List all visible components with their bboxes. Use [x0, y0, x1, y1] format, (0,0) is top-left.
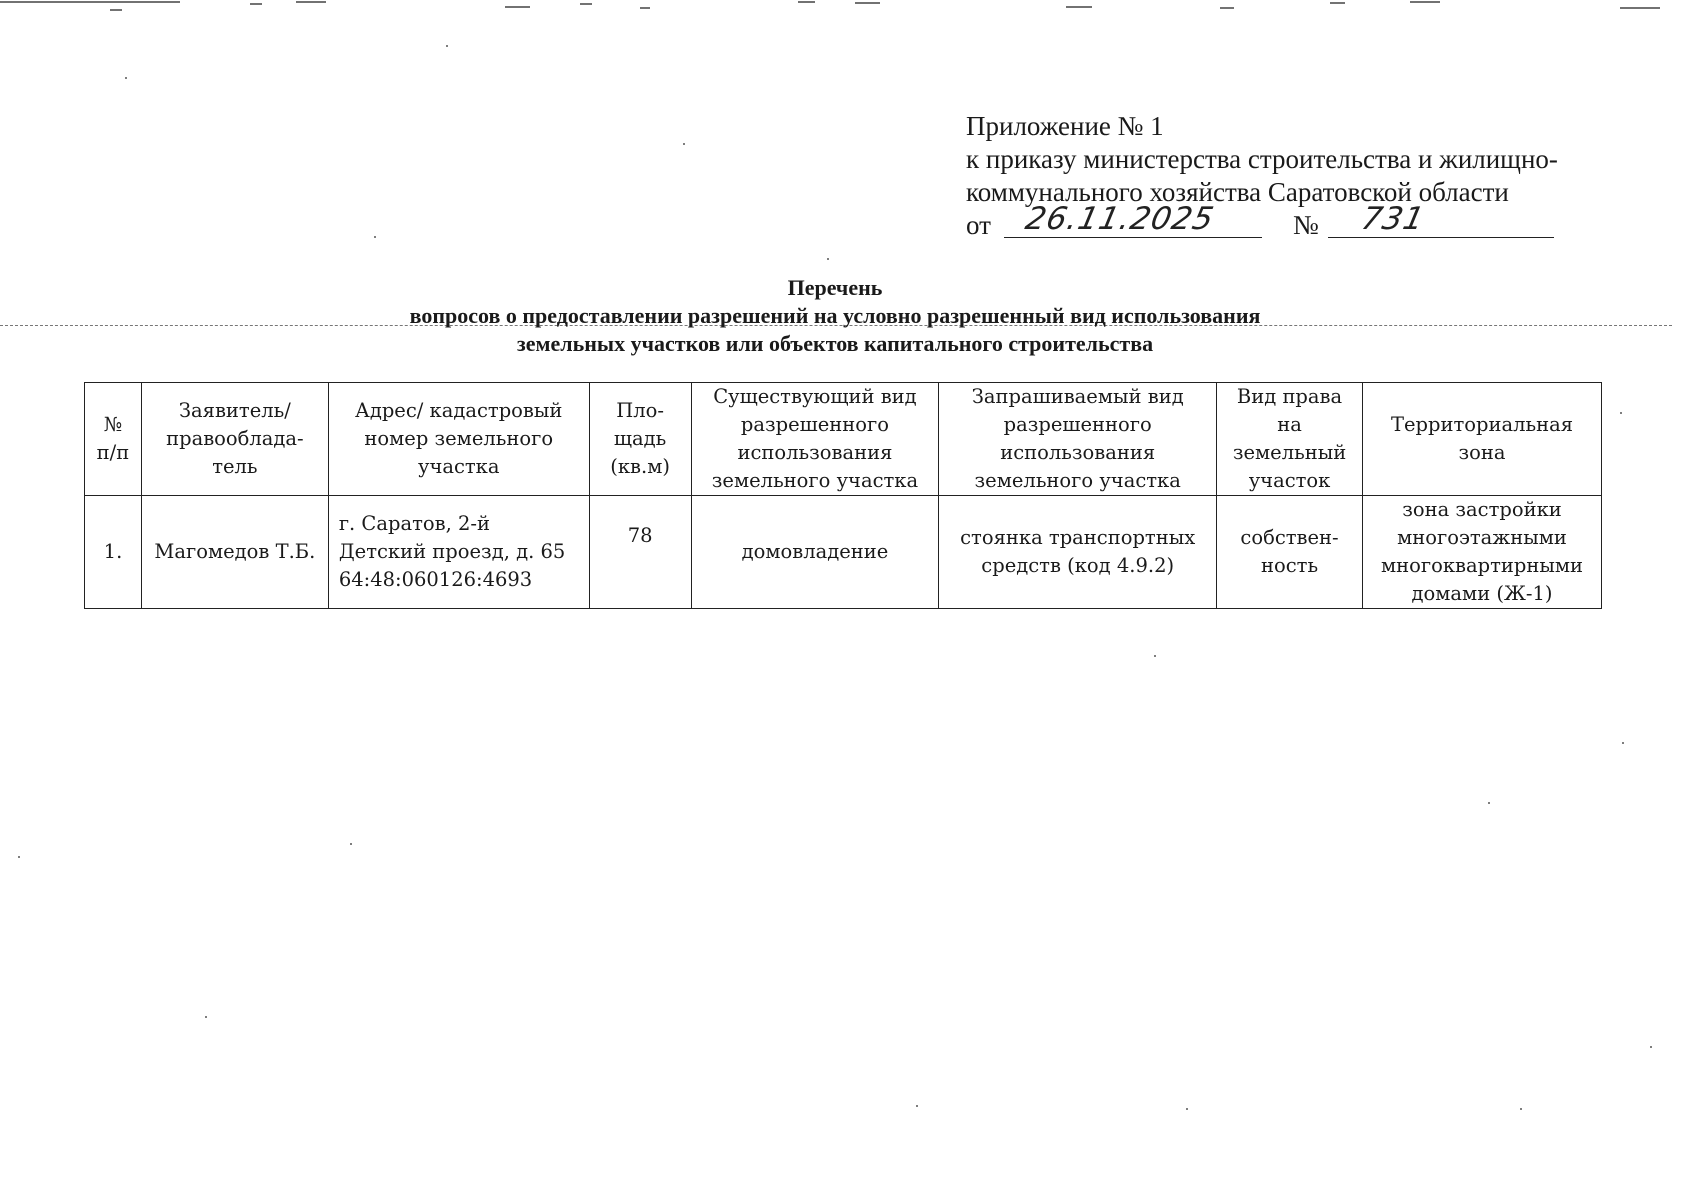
scan-speck	[446, 45, 448, 47]
header-number: № п/п	[85, 383, 142, 496]
address-line-2: Детский проезд, д. 65	[338, 540, 566, 563]
scan-speck	[1186, 1108, 1188, 1110]
appendix-date-number-line	[966, 201, 1656, 245]
permits-table	[84, 382, 1602, 609]
scan-speck	[683, 143, 685, 145]
date-underline	[1004, 237, 1262, 238]
scan-speck	[827, 258, 829, 260]
header-requested-use: Запрашиваемый вид разрешенного использования земельного участка	[939, 383, 1217, 496]
appendix-header	[966, 110, 1656, 245]
scan-speck	[1622, 742, 1624, 744]
number-label: №	[1293, 210, 1319, 240]
address-line-1: г. Саратов, 2-й	[338, 512, 490, 535]
cell-area: 78	[589, 496, 691, 609]
cell-existing-use: домовладение	[691, 496, 939, 609]
title-line-1: Перечень	[787, 275, 883, 300]
scan-speck	[350, 843, 352, 845]
cell-requested-use: стоянка транспортных средств (код 4.9.2)	[939, 496, 1217, 609]
cell-address	[328, 496, 589, 609]
scan-speck	[1650, 1046, 1652, 1048]
header-zone: Территориальная зона	[1363, 383, 1602, 496]
cadastral-number: 64:48:060126:4693	[338, 568, 533, 591]
scan-edge-artifacts	[0, 0, 1697, 12]
title-line-3: земельных участков или объектов капитального строительства	[516, 331, 1154, 356]
header-address: Адрес/ кадастровый номер земельного участка	[328, 383, 589, 496]
scan-speck	[125, 77, 127, 79]
appendix-title: Приложение № 1	[966, 111, 1164, 141]
cell-right-type: собствен-ность	[1217, 496, 1363, 609]
scan-speck	[205, 1016, 207, 1018]
header-area: Пло-щадь (кв.м)	[589, 383, 691, 496]
scan-speck	[1488, 802, 1490, 804]
scan-speck	[1520, 1108, 1522, 1110]
table-row	[85, 496, 1602, 609]
cell-applicant: Магомедов Т.Б.	[141, 496, 328, 609]
table-header-row	[85, 383, 1602, 496]
appendix-order-line-1: к приказу министерства строительства и жилищно-	[966, 144, 1558, 174]
title-line-2: вопросов о предоставлении разрешений на условно разрешенный вид использования	[409, 303, 1261, 328]
scan-speck	[374, 236, 376, 238]
document-title	[300, 274, 1370, 358]
scan-speck	[1154, 655, 1156, 657]
header-existing-use: Существующий вид разрешенного использования земельного участка	[691, 383, 939, 496]
scan-speck	[1620, 412, 1622, 414]
date-label: от	[966, 210, 991, 240]
header-right-type: Вид права на земельный участок	[1217, 383, 1363, 496]
handwritten-date: 26.11.2025	[1022, 201, 1218, 237]
handwritten-number: 731	[1358, 201, 1429, 237]
scan-speck	[916, 1105, 918, 1107]
cell-number: 1.	[85, 496, 142, 609]
cell-zone: зона застройки многоэтажными многоквартирными домами (Ж-1)	[1363, 496, 1602, 609]
scan-speck	[18, 856, 20, 858]
appendix-order-line-2: коммунального хозяйства Саратовской области	[966, 177, 1509, 207]
number-underline	[1328, 237, 1554, 238]
header-applicant: Заявитель/ правооблада-тель	[141, 383, 328, 496]
